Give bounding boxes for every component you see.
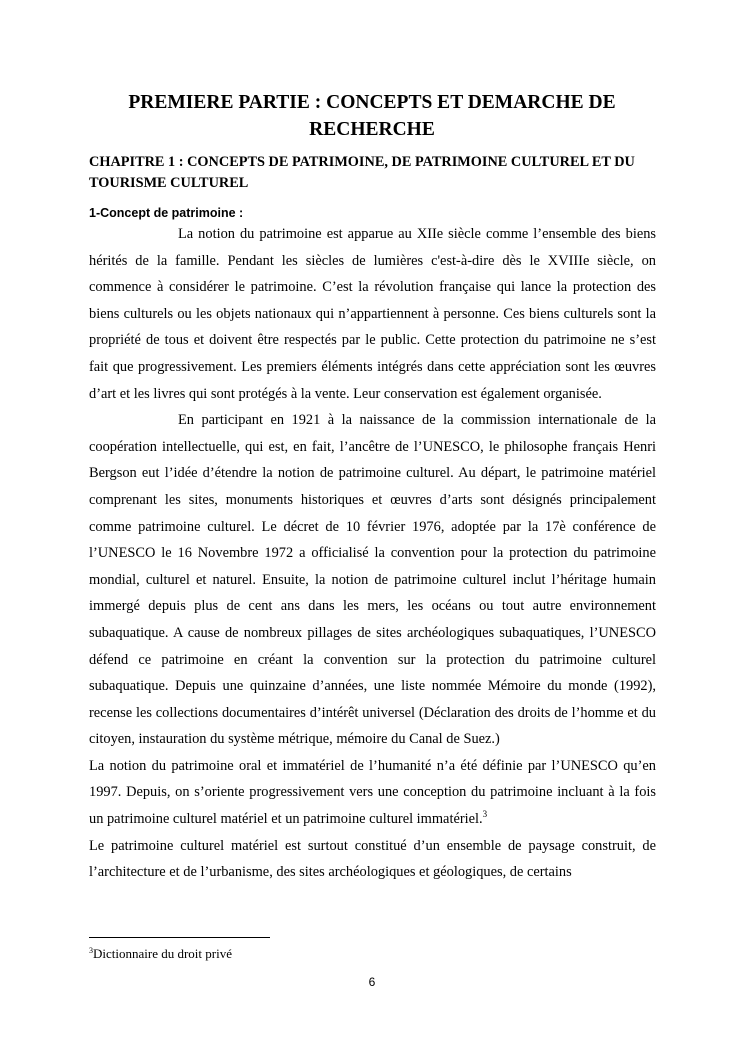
body-text bbox=[89, 221, 656, 886]
footnote-reference[interactable]: 3 bbox=[482, 809, 488, 820]
paragraph-4: Le patrimoine culturel matériel est surtout constitué d’un ensemble de paysage construit, de l’architecture et de l’urbanisme, des sites archéologiques et géologiques, de certains bbox=[89, 837, 656, 881]
paragraph-3 bbox=[89, 753, 656, 833]
footnote-separator bbox=[89, 937, 270, 938]
paragraph-1: La notion du patrimoine est apparue au XIIe siècle comme l’ensemble des biens hérités de la famille. Pendant les siècles de lumières c'est-à-dire dès le XVIIIe siècle, on commence à considérer le patrimoine. C’est la révolution française qui lance la protection des biens culturels ou les objets nationaux qui n’appartiennent à personne. Ces biens culturels sont la propriété de tous et doivent être respectés par le public. Cette protection du patrimoine ne s’est fait que progressivement. Les premiers éléments intégrés dans cette appréciation sont les œuvres d’art et les livres qui sont protégés à la vente. Leur conservation est également organisée. bbox=[89, 226, 656, 402]
footnote-marker: 3 bbox=[89, 946, 93, 955]
footnote bbox=[89, 946, 232, 962]
chapter-title: CHAPITRE 1 : CONCEPTS DE PATRIMOINE, DE PATRIMOINE CULTUREL ET DU TOURISME CULTUREL bbox=[89, 154, 635, 191]
paragraph-2: En participant en 1921 à la naissance de la commission internationale de la coopération intellectuelle, qui est, en fait, l’ancêtre de l’UNESCO, le philosophe français Henri Bergson eut l’idée d’étendre la notion de patrimoine culturel. Au départ, le patrimoine matériel comprenant les sites, monuments historiques et œuvres d’arts sont désignés principalement comme patrimoine culturel. Le décret de 10 février 1976, adoptée par la 17è conférence de l’UNESCO le 16 Novembre 1972 a officialisé la convention pour la protection du patrimoine mondial, culturel et naturel. Ensuite, la notion de patrimoine culturel inclut l’héritage humain immergé depuis plus de cent ans dans les mers, les océans ou tout autre environnement subaquatique. A cause de nombreux pillages de sites archéologiques subaquatiques, l’UNESCO défend ce patrimoine en créant la convention sur la protection du patrimoine culturel subaquatique. Depuis une quinzaine d’années, une liste nommée Mémoire du monde (1992), recense les collections documentaires d’intérêt universel (Déclaration des droits de l’homme et du citoyen, instauration du système métrique, mémoire du Canal de Suez.) bbox=[89, 412, 656, 748]
page-number: 6 bbox=[368, 975, 376, 989]
footnote-text: Dictionnaire du droit privé bbox=[93, 946, 232, 961]
part-title: PREMIERE PARTIE : CONCEPTS ET DEMARCHE DE RECHERCHE bbox=[128, 92, 616, 140]
section-title: 1-Concept de patrimoine : bbox=[89, 206, 244, 220]
paragraph-3-text: La notion du patrimoine oral et immatériel de l’humanité n’a été définie par l’UNESCO qu’en 1997. Depuis, on s’oriente progressivement vers une conception du patrimoine incluant à la fois un patrimoine culturel matériel et un patrimoine culturel immatériel. bbox=[89, 757, 656, 828]
